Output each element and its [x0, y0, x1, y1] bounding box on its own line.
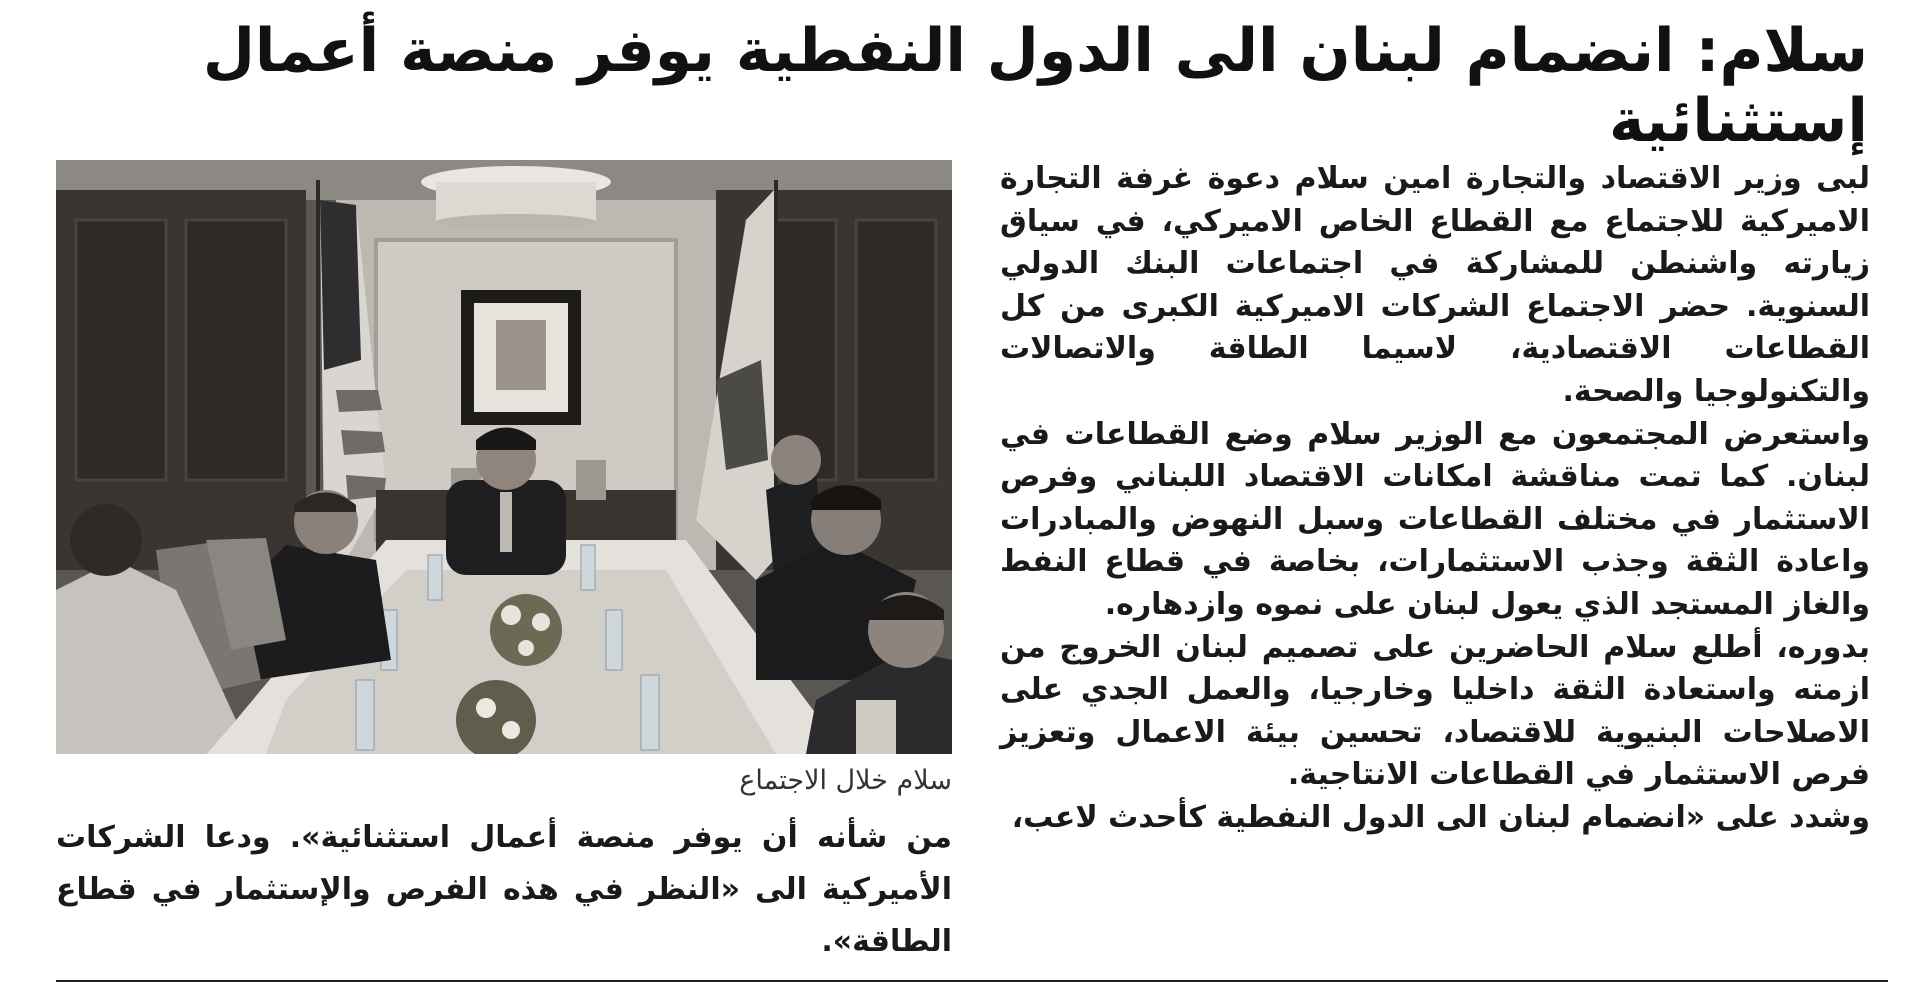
photo-caption: سلام خلال الاجتماع	[739, 765, 952, 796]
meeting-photo	[56, 160, 952, 754]
left-paragraph: من شأنه أن يوفر منصة أعمال استثنائية». ودعا الشركات الأميركية الى «النظر في هذه الفرص والإستثمار في قطاع الطاقة».	[56, 820, 952, 959]
paragraph-3: بدوره، أطلع سلام الحاضرين على تصميم لبنان الخروج من ازمته واستعادة الثقة داخليا وخارجيا، والعمل الجدي على الاصلاحات البنيوية للاقتصاد، تحسين بيئة الاعمال وتعزيز فرص الاستثمار في القطاعات الانتاجية.	[1000, 629, 1870, 793]
article-headline: سلام: انضمام لبنان الى الدول النفطية يوفر منصة أعمال إستثنائية	[202, 16, 1868, 156]
left-column-text	[56, 812, 952, 968]
paragraph-4: وشدد على «انضمام لبنان الى الدول النفطية كأحدث لاعب،	[1011, 799, 1870, 835]
bottom-divider	[56, 980, 1888, 982]
paragraph-2: واستعرض المجتمعون مع الوزير سلام وضع القطاعات في لبنان. كما تمت مناقشة امكانات الاقتصاد اللبناني وفرص الاستثمار في مختلف القطاعات وسبل النهوض والمبادرات واعادة الثقة وجذب الاستثمارات، بخاصة في قطاع النفط والغاز المستجد الذي يعول لبنان على نموه وازدهاره.	[1000, 416, 1870, 622]
paragraph-1: لبى وزير الاقتصاد والتجارة امين سلام دعوة غرفة التجارة الاميركية للاجتماع مع القطاع الخاص الاميركي، في سياق زيارته واشنطن للمشاركة في اجتماعات البنك الدولي السنوية. حضر الاجتماع الشركات الاميركية الكبرى من كل القطاعات الاقتصادية، لاسيما الطاقة والاتصالات والتكنولوجيا والصحة.	[1000, 161, 1870, 409]
right-column-text	[1000, 158, 1870, 840]
